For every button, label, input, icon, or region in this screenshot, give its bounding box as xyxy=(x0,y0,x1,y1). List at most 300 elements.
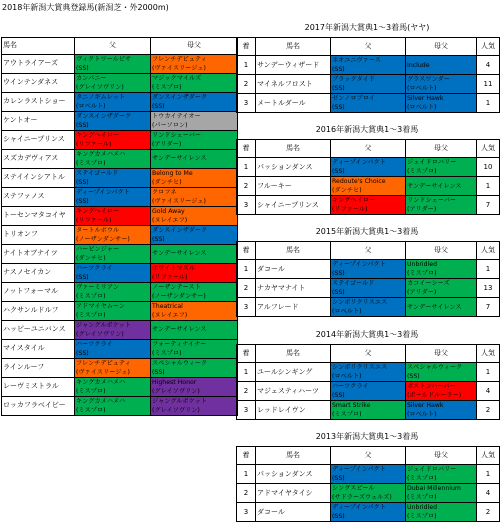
dam-cell-lineage: (SS) xyxy=(152,235,165,243)
sire-cell-lineage: (リファール) xyxy=(76,140,112,148)
header-dam: 母父 xyxy=(406,38,477,56)
table-row xyxy=(237,382,500,401)
table-row xyxy=(237,177,500,196)
sire-cell xyxy=(331,465,406,484)
dam-cell xyxy=(151,263,238,282)
header-rank: 着 xyxy=(237,345,256,363)
sire-cell-text: ヴァーミリアン xyxy=(76,283,120,291)
horse-name: アルフレード xyxy=(256,298,331,317)
finish-rank: 1 xyxy=(237,363,256,382)
sire-cell xyxy=(75,168,151,187)
dam-cell-text: スペシャルウィーク xyxy=(152,359,208,367)
sire-cell xyxy=(75,54,151,73)
popularity: 7 xyxy=(477,196,500,215)
popularity: 11 xyxy=(477,75,500,94)
dam-cell-lineage: (SS) xyxy=(152,368,165,376)
sire-cell-text: キングカメハメハ xyxy=(76,150,126,158)
horse-name: ナイトオブナイツ xyxy=(2,244,75,263)
sire-cell-text: ハーツクライ xyxy=(332,383,369,390)
dam-cell-text: Belong to Me xyxy=(152,169,193,177)
sire-cell-lineage: (ロベルト) xyxy=(332,373,362,380)
popularity: 13 xyxy=(477,279,500,298)
dam-cell xyxy=(151,320,238,339)
dam-cell-text: ノーザンテースト xyxy=(152,283,201,291)
sire-cell xyxy=(331,503,406,522)
results-table xyxy=(236,344,500,420)
sire-cell-text: ヴィクトワールピサ xyxy=(76,55,132,63)
horse-name: マジェスティハーツ xyxy=(256,382,331,401)
sire-cell-text: シンボリクリスエス xyxy=(332,299,388,306)
sire-cell xyxy=(331,279,406,298)
horse-name: ハッピーユニバンス xyxy=(2,320,75,339)
dam-cell-lineage: (ミスプロ) xyxy=(152,83,182,91)
table-row xyxy=(2,282,238,301)
finish-rank: 3 xyxy=(237,401,256,420)
finish-rank: 2 xyxy=(237,75,256,94)
table-header xyxy=(237,447,500,465)
dam-cell xyxy=(406,75,477,94)
dam-cell xyxy=(151,396,238,415)
dam-cell xyxy=(151,377,238,396)
horse-name: レーヴミストラル xyxy=(2,377,75,396)
popularity: 2 xyxy=(477,503,500,522)
horse-name: パッションダンス xyxy=(256,465,331,484)
sire-cell-text: アドマイヤムーン xyxy=(76,302,125,310)
dam-cell-lineage: (ヴァイスリージェ) xyxy=(152,64,206,72)
table-row xyxy=(2,92,238,111)
horse-name: シャイニープリンス xyxy=(2,130,75,149)
sire-cell xyxy=(75,320,151,339)
popularity: 1 xyxy=(477,260,500,279)
horse-name: マイネルフロスト xyxy=(256,75,331,94)
sire-cell-lineage: (ダンチヒ) xyxy=(332,187,362,194)
header-sire: 父 xyxy=(331,242,406,260)
table-row xyxy=(2,358,238,377)
sire-cell xyxy=(331,382,406,401)
table-row xyxy=(237,260,500,279)
table-row xyxy=(2,377,238,396)
finish-rank: 3 xyxy=(237,298,256,317)
sire-cell-text: キングヘイロー xyxy=(332,197,376,204)
sire-cell-lineage: (SS) xyxy=(76,273,89,281)
dam-cell xyxy=(151,54,238,73)
dam-cell-lineage: (ロベルト) xyxy=(407,104,437,111)
sire-cell-lineage: (SS) xyxy=(332,289,345,296)
finish-rank: 3 xyxy=(237,196,256,215)
year-title: 2014年新潟大賞典1～3着馬 xyxy=(315,330,419,339)
dam-cell-lineage: (リファール) xyxy=(152,273,188,281)
dam-cell-lineage: (ミスプロ) xyxy=(407,494,437,501)
sire-cell-text: ジャングルポケット xyxy=(76,321,131,329)
sire-cell-lineage: (サドラーズウェルズ) xyxy=(332,494,392,501)
popularity: 2 xyxy=(477,401,500,420)
header-dam: 母父 xyxy=(151,38,238,55)
horse-name: シャイニープリンス xyxy=(256,196,331,215)
sire-cell-text: キングヘイロー xyxy=(76,207,120,215)
sire-cell xyxy=(75,396,151,415)
main-title: 2018年新潟大賞典登録馬(新潟芝・外2000m) xyxy=(2,3,169,12)
sire-cell-text: キングカメハメハ xyxy=(76,397,126,405)
header-name: 馬名 xyxy=(256,38,331,56)
table-row xyxy=(2,244,238,263)
horse-name: ロッカフラベイビー xyxy=(2,396,75,415)
sire-cell xyxy=(75,301,151,320)
sire-cell xyxy=(75,225,151,244)
table-row xyxy=(2,149,238,168)
dam-cell xyxy=(151,282,238,301)
header-name: 馬名 xyxy=(256,242,331,260)
sire-cell xyxy=(331,177,406,196)
dam-cell-text: サンデーサイレンス xyxy=(152,326,207,333)
sire-cell-text: フレンチデピュティ xyxy=(76,359,131,367)
horse-name: アドマイヤタイシ xyxy=(256,484,331,503)
dam-cell-lineage: (ミスプロ) xyxy=(407,475,437,482)
finish-rank: 1 xyxy=(237,260,256,279)
dam-cell-text: グラスワンダー xyxy=(407,76,450,83)
sire-cell xyxy=(331,484,406,503)
sire-cell xyxy=(75,244,151,263)
dam-cell-lineage: (アリダー) xyxy=(407,206,437,213)
dam-cell-text: Dubai Millennium xyxy=(407,485,461,492)
table-row xyxy=(237,503,500,522)
header-rank: 着 xyxy=(237,140,256,158)
dam-cell-text: トウカイテイオー xyxy=(152,112,201,120)
dam-cell xyxy=(151,149,238,168)
table-row xyxy=(237,484,500,503)
dam-cell-lineage: (ロベルト) xyxy=(407,85,437,92)
sire-cell-lineage: (ミスプロ) xyxy=(76,387,106,395)
dam-cell xyxy=(151,73,238,92)
table-row xyxy=(237,94,500,113)
dam-cell xyxy=(151,339,238,358)
dam-cell xyxy=(406,177,477,196)
sire-cell xyxy=(331,158,406,177)
finish-rank: 3 xyxy=(237,503,256,522)
dam-cell xyxy=(406,503,477,522)
sire-cell-text: タートルボウル xyxy=(76,226,120,234)
table-row xyxy=(237,56,500,75)
table-row xyxy=(237,196,500,215)
popularity: 10 xyxy=(477,158,500,177)
header-sire: 父 xyxy=(331,140,406,158)
finish-rank: 2 xyxy=(237,382,256,401)
dam-cell xyxy=(151,92,238,111)
table-row xyxy=(237,465,500,484)
dam-cell-text: マジックマイルズ xyxy=(152,74,202,82)
table-row xyxy=(2,301,238,320)
header-sire: 父 xyxy=(331,447,406,465)
sire-cell-lineage: (SS) xyxy=(76,64,89,72)
dam-cell-lineage: (ノーザンダンサー) xyxy=(152,292,206,300)
sire-cell-text: シンボリクリスエス xyxy=(332,364,388,371)
sire-cell-text: ハーツクライ xyxy=(76,340,113,348)
popularity: 4 xyxy=(477,484,500,503)
popularity: 7 xyxy=(477,298,500,317)
finish-rank: 2 xyxy=(237,177,256,196)
dam-cell-text: ジャングルポケット xyxy=(152,397,207,405)
dam-cell-text: フレンチデピュティ xyxy=(152,55,207,63)
popularity: 1 xyxy=(477,177,500,196)
table-row xyxy=(2,111,238,130)
dam-cell-text: サンデーサイレンス xyxy=(152,155,207,162)
dam-cell-lineage: (ミスプロ) xyxy=(407,513,437,520)
sire-cell-text: カンパニー xyxy=(76,74,107,82)
horse-name: アウトライアーズ xyxy=(2,54,75,73)
sire-cell-text: ステイゴールド xyxy=(76,169,119,177)
header-sire: 父 xyxy=(331,345,406,363)
horse-name: カレンラストショー xyxy=(2,92,75,111)
header-dam: 母父 xyxy=(406,345,477,363)
dam-cell-text: フォーティナイナー xyxy=(152,340,207,348)
sire-cell xyxy=(75,149,151,168)
horse-name: ユールシンギング xyxy=(256,363,331,382)
table-header xyxy=(237,38,500,56)
horse-name: サンデーウィザード xyxy=(256,56,331,75)
results-table xyxy=(236,446,500,522)
sire-cell-lineage: (ミスプロ) xyxy=(76,292,106,300)
sire-cell-lineage: (リファール) xyxy=(332,206,368,213)
popularity: 1 xyxy=(477,94,500,113)
dam-cell-text: リンドシェーバー xyxy=(407,197,457,204)
sire-cell-text: ダンスインザダーク xyxy=(76,112,132,120)
horse-name: パッションダンス xyxy=(256,158,331,177)
sire-cell-lineage: (ロベルト) xyxy=(76,102,106,110)
horse-name: ケントオー xyxy=(2,111,75,130)
dam-cell-text: サンデーサイレンス xyxy=(152,250,207,257)
dam-cell-text: Include xyxy=(407,61,430,69)
table-row xyxy=(2,54,238,73)
sire-cell xyxy=(75,92,151,111)
header-dam: 母父 xyxy=(406,447,477,465)
dam-cell-text: Gold Away xyxy=(152,207,185,215)
sire-cell xyxy=(331,401,406,420)
dam-cell-text: ジェイドロバリー xyxy=(407,466,457,473)
header-rank: 着 xyxy=(237,242,256,260)
sire-cell xyxy=(331,363,406,382)
sire-cell-lineage: (SS) xyxy=(76,349,89,357)
dam-cell xyxy=(151,206,238,225)
dam-cell-lineage: (アリダー) xyxy=(152,140,182,148)
dam-cell xyxy=(406,158,477,177)
sire-cell-lineage: (SS) xyxy=(332,392,345,399)
dam-cell-text: Highest Honor xyxy=(152,378,197,386)
dam-cell-text: ボストンハーバー xyxy=(407,383,456,390)
dam-cell-lineage: (SS) xyxy=(152,102,165,110)
header-rank: 着 xyxy=(237,38,256,56)
dam-cell-text: クロフネ xyxy=(152,188,177,196)
sire-cell-lineage: (グレイソヴリン) xyxy=(76,330,124,338)
header-pop: 人気 xyxy=(477,242,500,260)
dam-cell-text: Silver Hawk xyxy=(407,402,444,409)
dam-cell-lineage: (ダンチヒ) xyxy=(152,178,182,186)
dam-cell-lineage: (アリダー) xyxy=(407,289,437,296)
header-name: 馬名 xyxy=(256,140,331,158)
sire-cell-text: Smart Strike xyxy=(332,402,371,409)
dam-cell-lineage: (ロベルト) xyxy=(407,411,437,418)
table-row xyxy=(2,263,238,282)
sire-cell-lineage: (ミスプロ) xyxy=(76,406,106,414)
popularity: 1 xyxy=(477,363,500,382)
sire-cell xyxy=(75,206,151,225)
dam-cell xyxy=(406,298,477,317)
dam-cell-text: サンデーサイレンス xyxy=(407,182,462,190)
sire-cell-lineage: (グレイソヴリン) xyxy=(76,83,124,91)
results-table xyxy=(236,241,500,317)
header-name: 馬名 xyxy=(2,38,75,55)
popularity: 4 xyxy=(477,382,500,401)
dam-cell-lineage: (ヌレイエフ) xyxy=(152,311,188,319)
finish-rank: 3 xyxy=(237,94,256,113)
dam-cell xyxy=(406,363,477,382)
dam-cell xyxy=(151,187,238,206)
sire-cell-lineage: (SS) xyxy=(76,178,89,186)
horse-name: ナカヤマナイト xyxy=(256,279,331,298)
horse-name: ラインルーフ xyxy=(2,358,75,377)
dam-cell-text: ジェイドロバリー xyxy=(407,159,457,166)
dam-cell-lineage: (ヌレイエフ) xyxy=(152,216,188,224)
finish-rank: 1 xyxy=(237,465,256,484)
horse-name: ウインテンダネス xyxy=(2,73,75,92)
horse-name: トーセンマタコイヤ xyxy=(2,206,75,225)
dam-cell-text: Unbridled xyxy=(407,504,438,511)
sire-cell xyxy=(331,298,406,317)
year-title: 2017年新潟大賞典1～3着馬(ヤヤ) xyxy=(304,23,430,32)
dam-cell xyxy=(406,260,477,279)
dam-cell-text: Unbridled xyxy=(407,261,438,268)
nominations-table xyxy=(1,37,238,416)
sire-cell-text: ディープインパクト xyxy=(332,159,386,166)
table-row xyxy=(2,187,238,206)
sire-cell-text: シングスピール xyxy=(332,485,375,492)
sire-cell xyxy=(75,339,151,358)
dam-cell-text: サンデーサイレンス xyxy=(407,303,462,311)
table-header xyxy=(237,140,500,158)
sire-cell-text: キングヘイロー xyxy=(76,131,120,139)
header-pop: 人気 xyxy=(477,140,500,158)
horse-name: ダコール xyxy=(256,260,331,279)
sire-cell xyxy=(75,187,151,206)
sire-cell-lineage: (SS) xyxy=(332,168,345,175)
sire-cell-text: タニノギムレット xyxy=(76,93,126,101)
year-title: 2015年新潟大賞典1～3着馬 xyxy=(315,227,419,236)
table-header xyxy=(237,345,500,363)
sire-cell-lineage: (ミスプロ) xyxy=(76,311,106,319)
sire-cell-text: ディープインパクト xyxy=(332,466,386,473)
dam-cell-lineage: (パーソロン) xyxy=(152,121,188,129)
sire-cell xyxy=(75,282,151,301)
horse-name: レッドレイヴン xyxy=(256,401,331,420)
table-row xyxy=(2,130,238,149)
year-title: 2016年新潟大賞典1～3着馬 xyxy=(315,125,419,134)
dam-cell-lineage: (ボールドルーラー) xyxy=(407,392,462,399)
table-row xyxy=(2,339,238,358)
dam-cell xyxy=(406,56,477,75)
dam-cell-text: カコイーシーズ xyxy=(407,280,450,287)
sire-cell xyxy=(75,358,151,377)
dam-cell xyxy=(151,130,238,149)
table-row xyxy=(237,279,500,298)
sire-cell-lineage: (ミスプロ) xyxy=(332,411,362,418)
sire-cell-lineage: (SS) xyxy=(76,197,89,205)
horse-name: フルーキー xyxy=(256,177,331,196)
dam-cell-lineage: (ヴァイスリージェ) xyxy=(152,197,206,205)
dam-cell xyxy=(406,484,477,503)
sire-cell-lineage: (SS) xyxy=(332,475,345,482)
sire-cell xyxy=(75,130,151,149)
table-header xyxy=(2,38,238,55)
dam-cell xyxy=(151,225,238,244)
dam-cell xyxy=(406,465,477,484)
sire-cell-text: ブラックタイド xyxy=(332,76,375,83)
sire-cell-text: キングカメハメハ xyxy=(76,378,126,386)
horse-name: ハクサンルドルフ xyxy=(2,301,75,320)
dam-cell xyxy=(406,279,477,298)
dam-cell-text: ダンスインザダーク xyxy=(152,226,208,234)
dam-cell xyxy=(151,111,238,130)
dam-cell xyxy=(406,401,477,420)
finish-rank: 1 xyxy=(237,158,256,177)
dam-cell xyxy=(406,94,477,113)
sire-cell-text: ハーツクライ xyxy=(76,264,113,272)
dam-cell-text: Theatrical xyxy=(152,302,183,310)
table-row xyxy=(237,158,500,177)
dam-cell xyxy=(406,196,477,215)
horse-name: ダコール xyxy=(256,503,331,522)
sire-cell-lineage: (ノーザンダンサー) xyxy=(76,235,130,243)
sire-cell-lineage: (SS) xyxy=(76,121,89,129)
year-title: 2013年新潟大賞典1～3着馬 xyxy=(315,432,419,441)
table-row xyxy=(2,168,238,187)
sire-cell-text: ディープインパクト xyxy=(332,261,386,268)
header-pop: 人気 xyxy=(477,345,500,363)
dam-cell-text: ダンスインザダーク xyxy=(152,93,208,101)
dam-cell xyxy=(151,301,238,320)
sire-cell-text: Redoute's Choice xyxy=(332,178,386,185)
finish-rank: 2 xyxy=(237,279,256,298)
table-row xyxy=(2,320,238,339)
table-row xyxy=(237,401,500,420)
sire-cell-lineage: (SS) xyxy=(332,85,345,92)
dam-cell xyxy=(151,244,238,263)
header-pop: 人気 xyxy=(477,38,500,56)
sire-cell-lineage: (SS) xyxy=(332,66,345,73)
sire-cell-text: ディープインパクト xyxy=(332,504,386,511)
sire-cell-text: ハービンジャー xyxy=(76,245,120,253)
sire-cell xyxy=(331,196,406,215)
dam-cell-lineage: (グレイソヴリン) xyxy=(152,406,200,414)
sire-cell-lineage: (ダンチヒ) xyxy=(76,254,106,262)
header-dam: 母父 xyxy=(406,242,477,260)
table-row xyxy=(237,363,500,382)
sire-cell xyxy=(75,111,151,130)
dam-cell-text: スペシャルウィーク xyxy=(407,364,463,371)
horse-name: ステファノス xyxy=(2,187,75,206)
sire-cell-lineage: (ヴァイスリージェ) xyxy=(76,368,130,376)
horse-name: マイスタイル xyxy=(2,339,75,358)
table-row xyxy=(237,75,500,94)
horse-name: メートルダール xyxy=(256,94,331,113)
header-pop: 人気 xyxy=(477,447,500,465)
sire-cell xyxy=(75,73,151,92)
results-table xyxy=(236,139,500,215)
sire-cell-lineage: (ミスプロ) xyxy=(76,159,106,167)
dam-cell-lineage: (ミスプロ) xyxy=(407,168,437,175)
header-sire: 父 xyxy=(75,38,151,55)
dam-cell-text: Silver Hawk xyxy=(407,95,444,102)
header-sire: 父 xyxy=(331,38,406,56)
popularity: 1 xyxy=(477,465,500,484)
sire-cell xyxy=(75,263,151,282)
